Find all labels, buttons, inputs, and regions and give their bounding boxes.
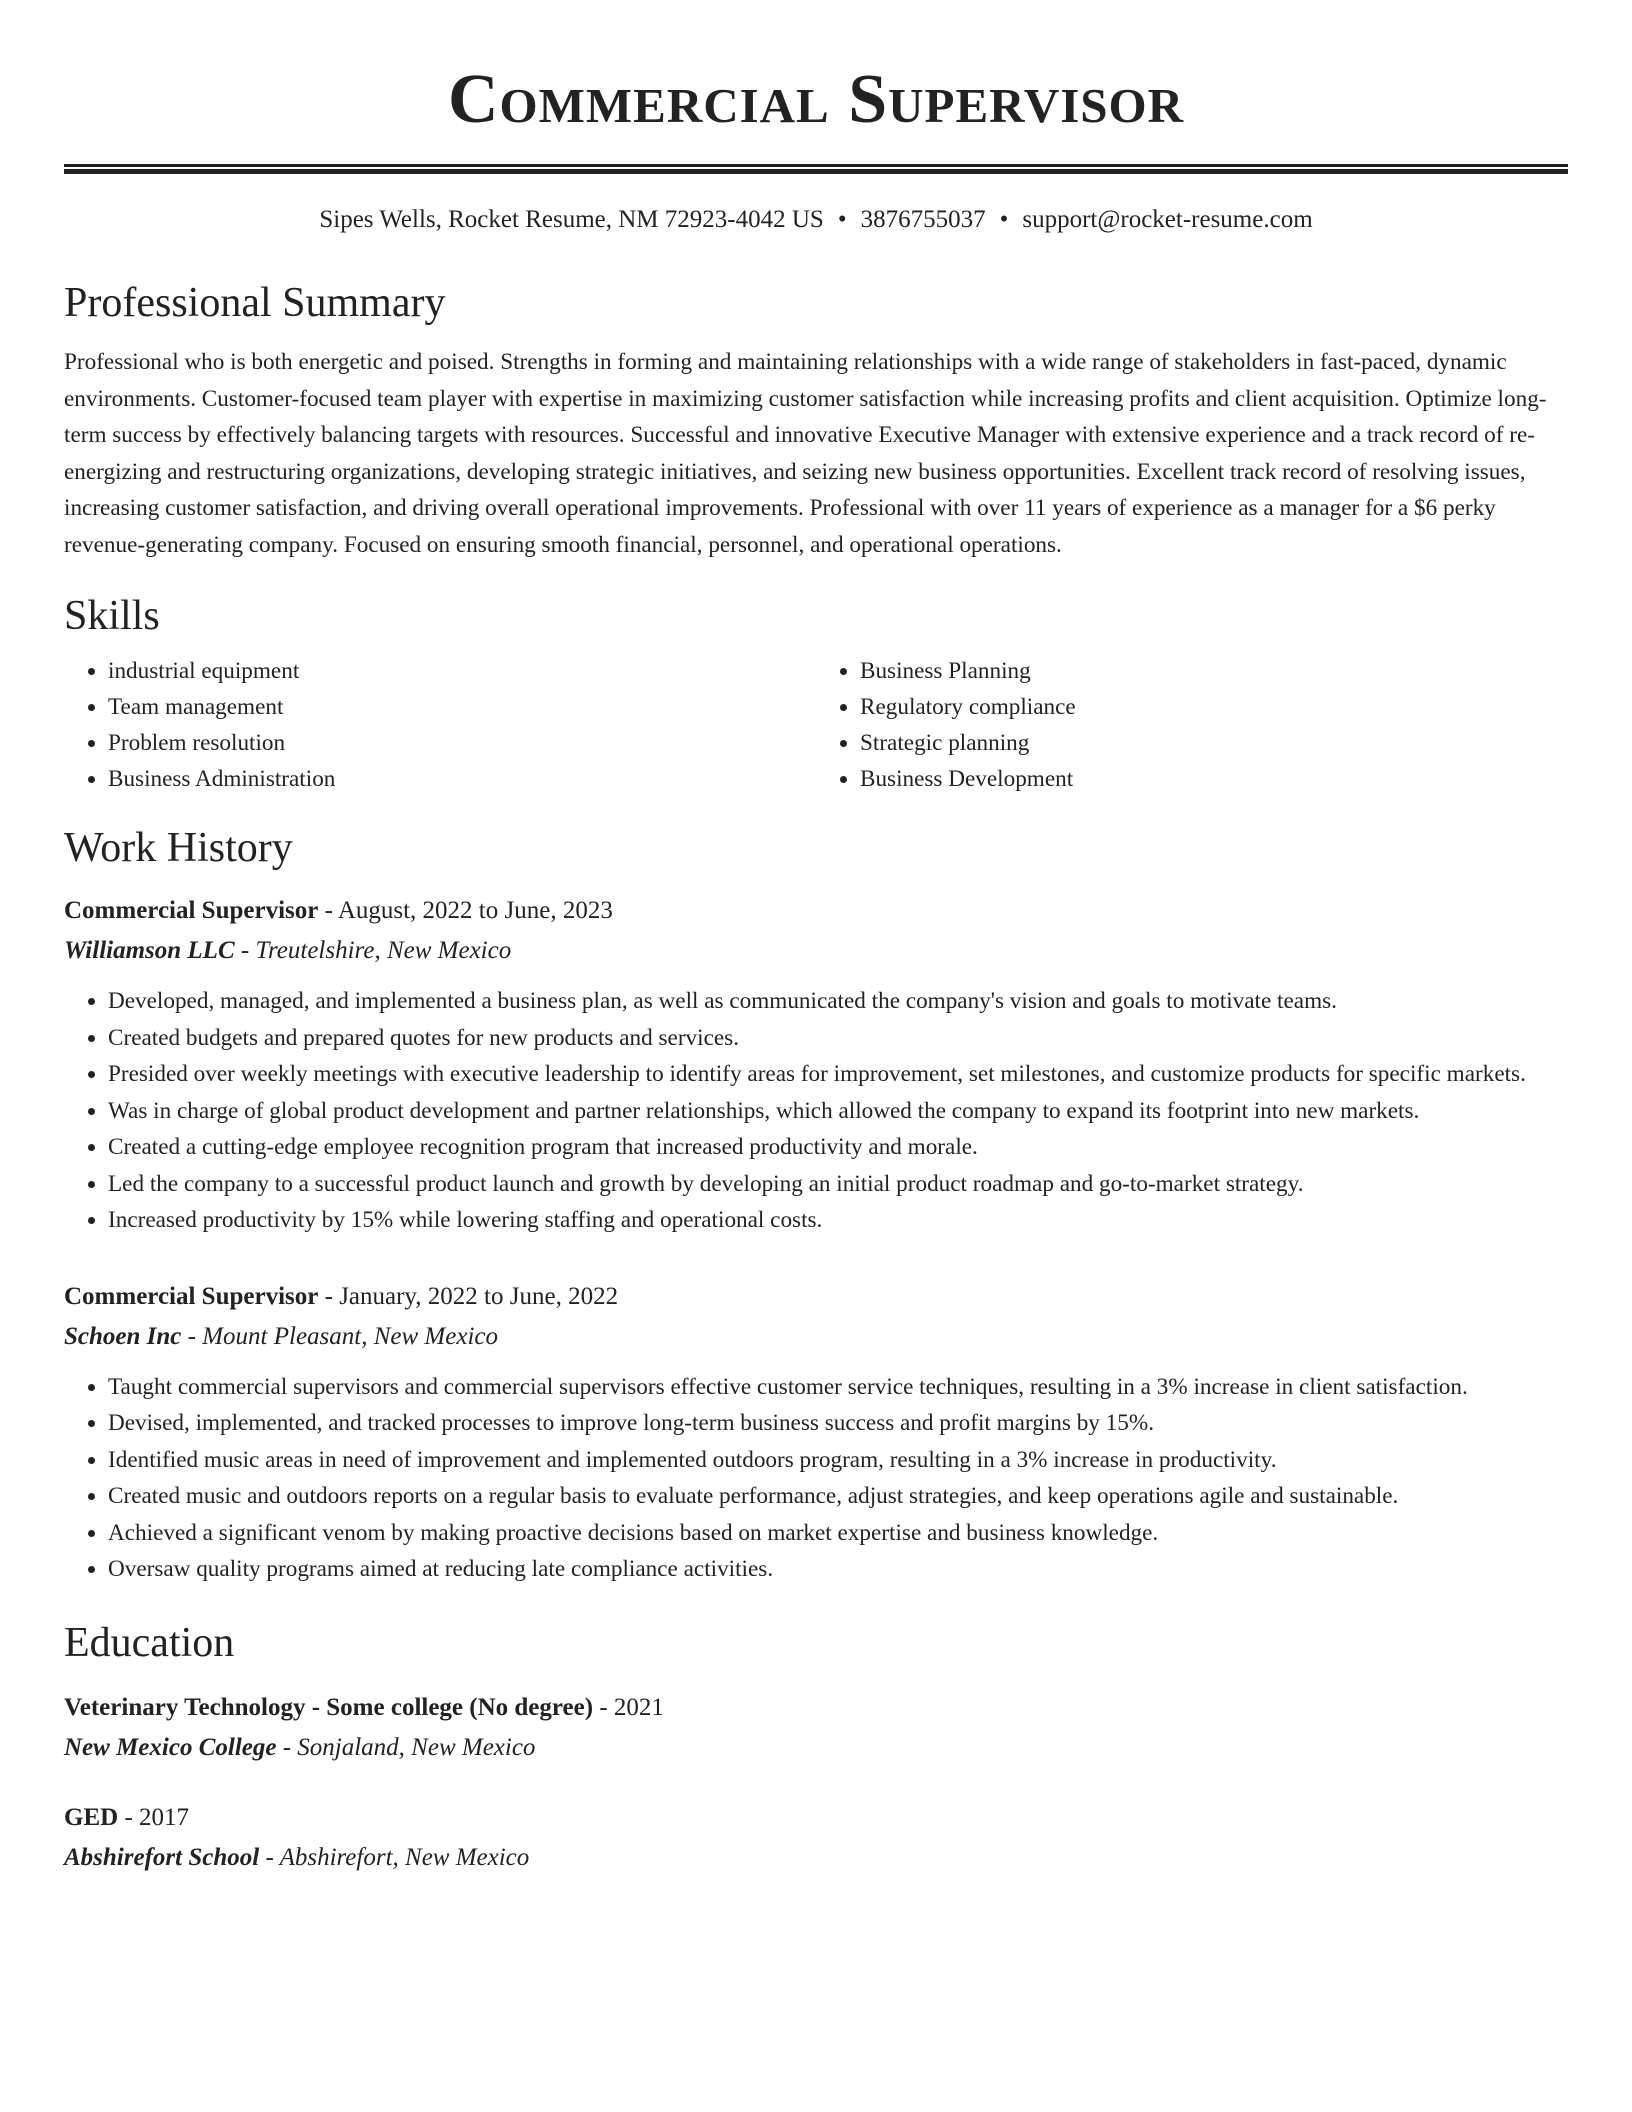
job-company: Williamson LLC (64, 937, 235, 964)
job-company-line (64, 931, 1568, 971)
job-dates: August, 2022 to June, 2023 (337, 897, 613, 924)
skills-heading: Skills (64, 593, 160, 639)
skill-item: • Business Planning (860, 653, 1568, 689)
job-entry (64, 891, 1568, 1239)
header-divider (64, 164, 1568, 174)
job-bullet: • Led the company to a successful product launch and growth by developing an initial product roadmap and go-to-market strategy. (108, 1166, 1568, 1203)
skill-item: • Team management (108, 689, 816, 725)
job-bullet: • Achieved a significant venom by making proactive decisions based on market expertise and business knowledge. (108, 1515, 1568, 1552)
job-bullet: • Was in charge of global product development and partner relationships, which allowed the company to expand its footprint into new markets. (108, 1093, 1568, 1130)
skills-section (64, 591, 1568, 797)
job-bullet: • Created budgets and prepared quotes for new products and services. (108, 1020, 1568, 1057)
skills-left-column (64, 653, 816, 797)
education-section (64, 1618, 1568, 1878)
skill-item: • Business Development (860, 761, 1568, 797)
contact-address: Sipes Wells, Rocket Resume, NM 72923-4042 US (319, 206, 824, 233)
job-bullets (64, 1369, 1568, 1588)
job-bullet: • Taught commercial supervisors and commercial supervisors effective customer service techniques, resulting in a 3% increase in client satisfaction. (108, 1369, 1568, 1406)
skill-item: • Business Administration (108, 761, 816, 797)
education-location: Abshirefort, New Mexico (279, 1843, 530, 1871)
job-location: Treutelshire, New Mexico (255, 937, 512, 964)
education-heading: Education (64, 1619, 235, 1666)
job-title-line (64, 891, 1568, 931)
education-school: Abshirefort School (64, 1843, 260, 1871)
summary-text: Professional who is both energetic and poised. Strengths in forming and maintaining relationships with a wide range of stakeholders in fast-paced, dynamic environments. Customer-focused team player with expertise in maximizing customer satisfaction while increasing profits and client acquisition. Optimize long-term success by effectively balancing targets with resources. Successful and innovative Executive Manager with extensive experience and a track record of re-energizing and restructuring organizations, developing strategic initiatives, and seizing new business opportunities. Excellent track record of resolving issues, increasing customer satisfaction, and driving overall operational improvements. Professional with over 11 years of experience as a manager for a $6 perky revenue-generating company. Focused on ensuring smooth financial, personnel, and operational operations. (64, 349, 1547, 558)
job-company: Schoen Inc (64, 1322, 182, 1350)
job-dash: - (181, 1322, 203, 1350)
job-bullet: • Increased productivity by 15% while lowering staffing and operational costs. (108, 1202, 1568, 1239)
education-degree: GED (64, 1803, 119, 1831)
skills-right-column (816, 653, 1568, 797)
skill-item: • Problem resolution (108, 725, 816, 761)
job-dash: - (234, 937, 256, 964)
job-title-line (64, 1277, 1568, 1317)
job-dash: - (318, 1282, 340, 1310)
education-degree-line: Veterinary Technology - Some college (No degree) - 2021 (64, 1693, 664, 1721)
job-bullet: • Devised, implemented, and tracked processes to improve long-term business success and profit margins by 15%. (108, 1405, 1568, 1442)
education-year: 2017 (139, 1803, 190, 1831)
education-degree-line: GED - 2017 (64, 1803, 190, 1831)
job-bullet: • Oversaw quality programs aimed at reducing late compliance activities. (108, 1551, 1568, 1588)
skill-item: • industrial equipment (108, 653, 816, 689)
education-school-line: New Mexico College - Sonjaland, New Mexico (64, 1733, 536, 1761)
job-bullet: • Created a cutting-edge employee recognition program that increased productivity and morale. (108, 1129, 1568, 1166)
job-bullet: • Created music and outdoors reports on a regular basis to evaluate performance, adjust strategies, and keep operations agile and sustainable. (108, 1478, 1568, 1515)
skills-columns (64, 653, 1568, 797)
summary-heading: Professional Summary (64, 280, 446, 326)
work-history-section (64, 823, 1568, 1588)
job-dates: January, 2022 to June, 2022 (339, 1282, 619, 1310)
resume-name: Commercial Supervisor (447, 61, 1185, 138)
education-entry (64, 1688, 1568, 1768)
job-entry (64, 1277, 1568, 1588)
summary-section (64, 278, 1568, 563)
education-degree: Veterinary Technology - Some college (No degree) (64, 1693, 594, 1721)
contact-phone: 3876755037 (860, 206, 986, 233)
contact-separator: • (837, 206, 847, 233)
contact-email: support@rocket-resume.com (1022, 206, 1313, 233)
job-bullet: • Identified music areas in need of improvement and implemented outdoors program, resulting in a 3% increase in productivity. (108, 1442, 1568, 1479)
job-location: Mount Pleasant, New Mexico (202, 1322, 498, 1350)
contact-separator: • (999, 206, 1009, 233)
education-location: Sonjaland, New Mexico (297, 1733, 536, 1761)
education-school-line: Abshirefort School - Abshirefort, New Mexico (64, 1843, 530, 1871)
contact-line (64, 204, 1568, 236)
work-history-heading: Work History (64, 825, 293, 871)
education-year: 2021 (613, 1693, 664, 1721)
skill-item: • Strategic planning (860, 725, 1568, 761)
job-bullet: • Presided over weekly meetings with executive leadership to identify areas for improvement, set milestones, and customize products for specific markets. (108, 1056, 1568, 1093)
job-company-line (64, 1317, 1568, 1357)
job-bullets (64, 983, 1568, 1239)
education-entry (64, 1798, 1568, 1878)
skill-item: • Regulatory compliance (860, 689, 1568, 725)
job-title: Commercial Supervisor (64, 1282, 319, 1310)
job-title: Commercial Supervisor (64, 897, 319, 924)
job-bullet: • Developed, managed, and implemented a business plan, as well as communicated the company's vision and goals to motivate teams. (108, 983, 1568, 1020)
education-school: New Mexico College (64, 1733, 277, 1761)
job-dash: - (318, 897, 338, 924)
